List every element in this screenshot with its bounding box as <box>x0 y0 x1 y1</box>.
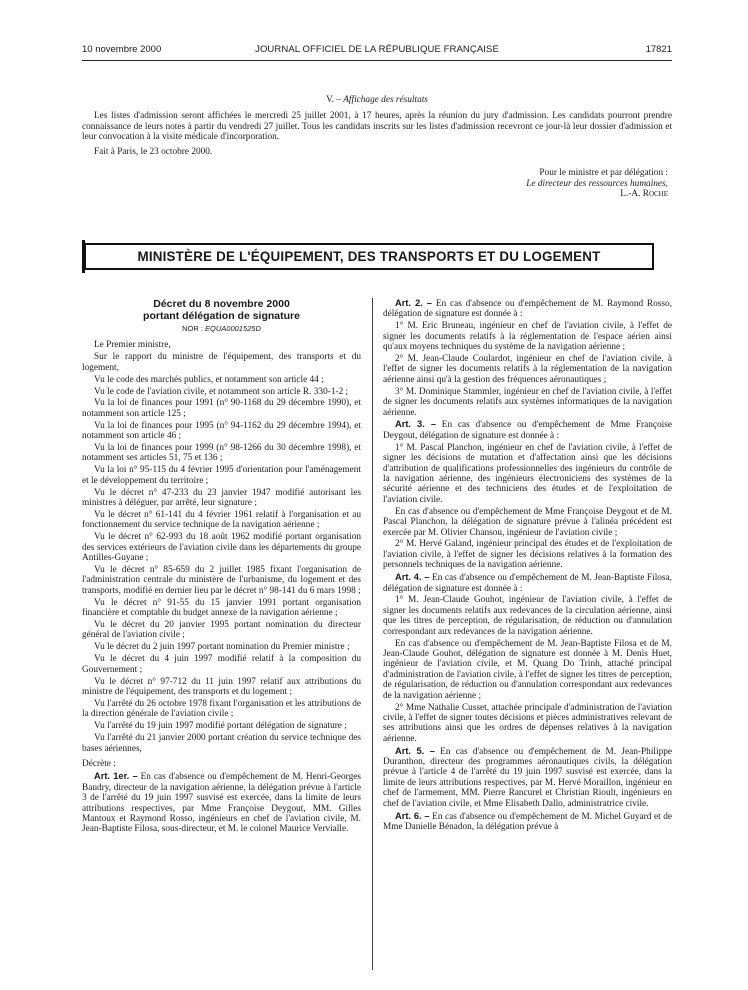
signature-block <box>400 168 668 200</box>
visa-paragraph: Vu la loi de finances pour 1995 (n° 94-1162 du 29 décembre 1994), et notamment son article 46 ; <box>82 420 361 442</box>
article-label: Art. 5. – <box>395 745 435 756</box>
visa-paragraph: Vu le décret du 2 juin 1997 portant nomination du Premier ministre ; <box>94 642 350 653</box>
ministry-banner: MINISTÈRE DE L'ÉQUIPEMENT, DES TRANSPORTS ET DU LOGEMENT <box>84 243 654 270</box>
article-1 <box>82 771 361 834</box>
header-title: JOURNAL OFFICIEL DE LA RÉPUBLIQUE FRANÇAISE <box>255 44 499 55</box>
column-divider <box>372 298 373 970</box>
visa-paragraph: Vu l'arrêté du 19 juin 1997 modifié portant délégation de signature ; <box>94 721 347 732</box>
visa-paragraph: Vu le décret du 20 janvier 1995 portant nomination du directeur général de l'aviation civile ; <box>82 620 361 641</box>
visa-paragraph: Vu l'arrêté du 21 janvier 2000 portant création du service technique des bases aériennes, <box>82 733 361 754</box>
signature-line-3: L.-A. Roche <box>620 189 668 200</box>
article-text: 1° M. Eric Bruneau, ingénieur en chef de l'aviation civile, à l'effet de signer les documents relatifs à la réglementation de l'espace aérien ainsi qu'aux moyens techniques du système de la navigation aérienne ; <box>383 321 672 353</box>
visa-paragraph: Vu le décret du 4 juin 1997 modifié relatif à la composition du Gouvernement ; <box>82 654 361 675</box>
article-paragraph <box>383 811 672 833</box>
article-1-label: Art. 1er. – <box>94 771 138 782</box>
visa-paragraph: Le Premier ministre, <box>94 340 171 351</box>
article-text: En cas d'absence ou d'empêchement de M. Jean-Baptiste Filosa, délégation de signature est donnée à : <box>383 573 672 594</box>
visa-paragraph: Vu le décret n° 85-659 du 2 juillet 1985 fixant l'organisation de l'administration centrale du ministère de l'urbanisme, du logement et des transports, modifié en dernier lieu par le décret n° 98-141 du 6 mars 1998 ; <box>82 565 361 596</box>
visa-paragraph: Vu le code de l'aviation civile, et notamment son article R. 330-1-2 ; <box>94 386 349 397</box>
article-1-text: En cas d'absence ou d'empêchement de M. Henri-Georges Baudry, directeur de la navigation aérienne, la délégation prévue à l'article 3 de l'arrêté du 19 juin 1997 susvisé est exercée, dans la limite de leurs attributions respectives, par Mme Françoise Deygout, MM. Gilles Mantoux et Raymond Rosso, ingénieurs en chef de l'aviation civile, M. Jean-Baptiste Filosa, sous-directeur, et M. le colonel Maurice Vervialle. <box>82 772 361 835</box>
decret-title-line-1: Décret du 8 novembre 2000 <box>153 298 290 310</box>
article-subparagraph <box>383 387 672 418</box>
article-text: En cas d'absence ou d'empêchement de M. Michel Guyard et de Mme Danielle Bénadon, la délégation prévue à <box>383 811 672 832</box>
visa-paragraph: Vu la loi de finances pour 1999 (n° 98-1266 du 30 décembre 1998), et notamment ses articles 51, 75 et 136 ; <box>82 443 361 464</box>
fait-a-paris: Fait à Paris, le 23 octobre 2000. <box>94 147 213 157</box>
signature-line-2: Le directeur des ressources humaines, <box>526 178 668 189</box>
article-text: 2° M. Jean-Claude Coulardot, ingénieur en chef de l'aviation civile, à l'effet de signer les documents relatifs à la réglementation de la navigation aérienne ainsi qu'à la gestion des fréquences aéronautiques ; <box>383 354 672 385</box>
section-heading-italic: Affichage des résultats <box>343 95 428 105</box>
nor-label: NOR : <box>182 324 206 333</box>
article-text: 1° M. Jean-Claude Gouhot, ingénieur de l'aviation civile, à l'effet de signer les documents relatifs aux redevances de la circulation aérienne, ainsi que les titres de perception, de régularisation, de réduction ou d'annulation correspondant aux redevances de la navigation aérienne. <box>383 595 672 637</box>
article-label: Art. 6. – <box>395 810 430 821</box>
section-heading <box>82 95 672 105</box>
article-paragraph <box>383 746 672 809</box>
article-subparagraph <box>383 321 672 352</box>
header-rule <box>82 60 672 61</box>
header-date: 10 novembre 2000 <box>82 44 162 55</box>
visa-paragraph: Vu le décret n° 62-993 du 18 août 1962 modifié portant organisation des services extérieurs de l'aviation civile dans les départements du groupe Antilles-Guyane ; <box>82 532 361 564</box>
article-paragraph <box>383 419 672 441</box>
article-text: En cas d'absence ou d'empêchement de Mme Françoise Deygout et de M. Pascal Planchon, la délégation de signature prévue à l'alinéa précédent est exercée par M. Olivier Chansou, ingénieur de l'aviation civile ; <box>383 506 672 538</box>
article-subparagraph <box>383 703 672 745</box>
article-text: En cas d'absence ou d'empêchement de M. Raymond Rosso, délégation de signature est donnée à : <box>383 299 672 320</box>
visa-paragraph: Vu le code des marchés publics, et notamment son article 44 ; <box>94 374 324 385</box>
visa-paragraph: Vu le décret n° 97-712 du 11 juin 1997 relatif aux attributions du ministre de l'équipement, des transports et du logement ; <box>82 676 361 697</box>
article-text: En cas d'absence ou d'empêchement de M. Jean-Philippe Duranthon, directeur des programmes aéronautiques civils, la délégation prévue à l'article 4 de l'arrêté du 19 juin 1997 susvisé est exercée, dans la limite de leurs attributions respectives, par M. Hervé Moraillon, ingénieur en chef de l'armement, MM. Pierre Rancurel et Christian Rioult, ingénieurs en chef de l'aviation civile, et Mme Elisabeth Dallo, administratrice civile. <box>383 746 672 809</box>
article-text: 2° M. Hervé Galand, ingénieur principal des études et de l'exploitation de l'aviation civile, à l'effet de signer les décisions relatives à la formation des personnels techniques de la navigation aérienne. <box>383 539 672 571</box>
page-header <box>82 44 672 58</box>
article-paragraph <box>383 298 672 320</box>
decrete-label: Décrète : <box>82 758 116 769</box>
nor-code: EQUA0001525D <box>205 324 261 333</box>
article-subparagraph <box>383 443 672 505</box>
article-label: Art. 3. – <box>395 419 437 430</box>
article-subparagraph <box>383 354 672 385</box>
article-paragraph <box>383 572 672 594</box>
article-text: 1° M. Pascal Planchon, ingénieur en chef de l'aviation civile, à l'effet de signer les décisions de mutation et d'affectation ainsi que les décisions d'attribution de qualifications professionnelles des ingénieurs du contrôle de la navigation aérienne, des ingénieurs électroniciens des systèmes de la sécurité aérienne et des techniciens des études et de l'exploitation de l'aviation civile. <box>383 442 672 505</box>
right-column <box>383 298 672 834</box>
visa-paragraph: Vu l'arrêté du 26 octobre 1978 fixant l'organisation et les attributions de la direction générale de l'aviation civile ; <box>82 698 361 720</box>
admission-paragraph: Les listes d'admission seront affichées le mercredi 25 juillet 2001, à 17 heures, après la réunion du jury d'admission. Les candidats pourront prendre connaissance de leurs notes à partir du vendredi 27 juillet. Tous les candidats inscrits sur les listes d'admission recevront ce jour-là leur dossier d'admission et leur convocation à la visite médicale d'incorporation. <box>82 111 672 143</box>
article-subparagraph <box>383 595 672 637</box>
visa-paragraph: Vu la loi n° 95-115 du 4 février 1995 d'orientation pour l'aménagement et le développement du territoire ; <box>82 465 361 486</box>
signature-line-1: Pour le ministre et par délégation : <box>539 168 668 178</box>
left-column <box>82 298 361 836</box>
article-subparagraph <box>383 539 672 570</box>
article-label: Art. 4. – <box>395 572 430 583</box>
visa-paragraph: Vu le décret n° 47-233 du 23 janvier 1947 modifié autorisant les ministres à déléguer, par arrêté, leur signature ; <box>82 487 361 509</box>
article-subparagraph <box>383 507 672 538</box>
nor-reference <box>82 324 361 334</box>
article-subparagraph <box>383 639 672 701</box>
article-text: 2° Mme Nathalie Cusset, attachée principale d'administration de l'aviation civile, à l'effet de signer toutes décisions et pièces administratives relevant de ses attributions ainsi que les ordres de dépenses relatives à la navigation aérienne. <box>383 702 672 744</box>
article-text: En cas d'absence ou d'empêchement de M. Jean-Baptiste Filosa et de M. Jean-Claude Gouhot, délégation de signature est donnée à M. Denis Huet, ingénieur de l'aviation civile, et M. Quang Do Trinh, attaché principal d'administration de l'aviation civile, à l'effet de signer les titres de perception, de régularisation, de réduction ou d'annulation correspondant aux redevances de la navigation aérienne ; <box>383 638 672 701</box>
article-text: En cas d'absence ou d'empêchement de Mme Françoise Deygout, délégation de signature est donnée à : <box>383 420 672 441</box>
visa-paragraph: Sur le rapport du ministre de l'équipement, des transports et du logement, <box>82 352 361 373</box>
visa-paragraph: Vu le décret n° 61-141 du 4 février 1961 relatif à l'organisation et au fonctionnement du service technique de la navigation aérienne ; <box>82 510 361 531</box>
visa-paragraph: Vu le décret n° 91-55 du 15 janvier 1991 portant organisation financière et comptable du budget annexe de la navigation aérienne ; <box>82 597 361 619</box>
header-page-number: 17821 <box>645 44 672 55</box>
visa-list <box>82 340 361 754</box>
section-heading-prefix: V. – <box>326 95 344 105</box>
article-label: Art. 2. – <box>395 298 433 308</box>
visa-paragraph: Vu la loi de finances pour 1991 (n° 90-1168 du 29 décembre 1990), et notamment son article 125 ; <box>82 398 361 419</box>
decret-title-line-2: portant délégation de signature <box>143 310 300 322</box>
article-text: 3° M. Dominique Stammler, ingénieur en chef de l'aviation civile, à l'effet de signer les documents relatifs aux systèmes informatiques de la navigation aérienne. <box>383 386 672 418</box>
